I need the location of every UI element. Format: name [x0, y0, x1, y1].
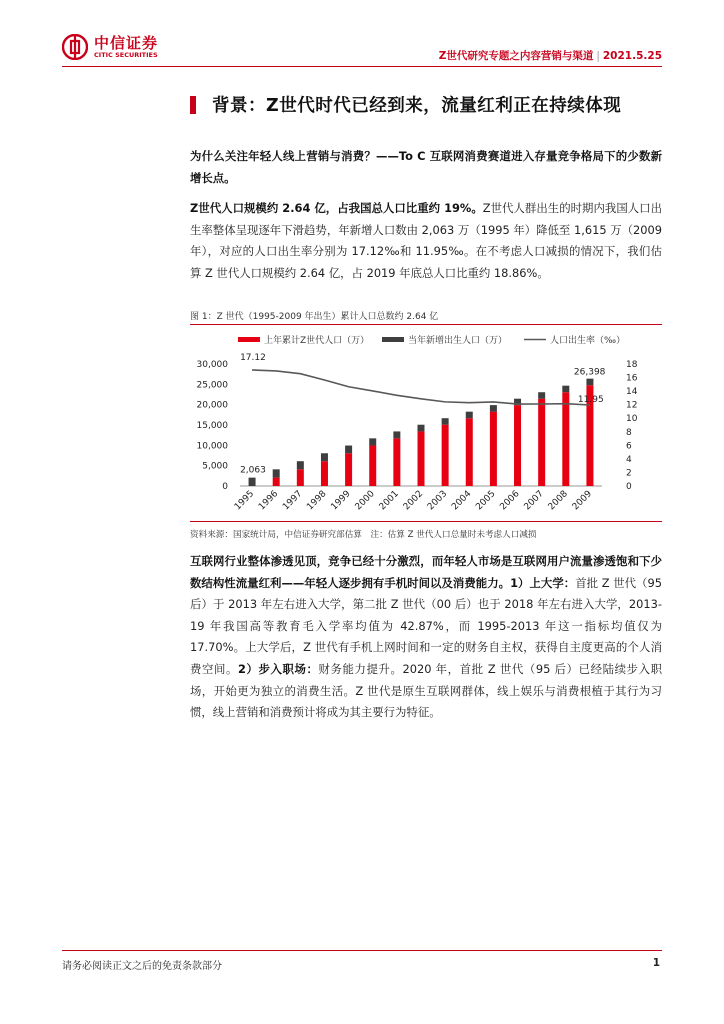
header-report-info: [439, 48, 662, 63]
x-tick-label: 2007: [522, 489, 546, 513]
bar-new-births: [418, 425, 425, 432]
legend-swatch-new-births: [382, 337, 404, 342]
bar-new-births: [249, 478, 256, 486]
paragraph-internet-bold-1: 互联网行业整体渗透见顶，竞争已经十分激烈，而年轻人市场是互联网用户流量渗透饱和下少数结构性流量红利——年轻人逐步拥有手机时间以及消费能力。1）上大学：: [190, 554, 662, 590]
paragraph-internet-bold-2: 2）步入职场：: [237, 661, 319, 676]
chart-axes: [197, 360, 638, 512]
paragraph-population-text: Z世代人群出生的时期内我国人口出生率整体呈现逐年下滑趋势，年新增人口数由 2,063 万（1995 年）降低至 1,615 万（2009 年），对应的人口出生率分别为 17.12‰和 11.95‰。在不考虑人口减损的情况下，我们估算 Z 世代人口规模约 2.64 亿，占 2019 年底总人口比重约 18.86%。: [190, 201, 662, 280]
bar-new-births: [321, 453, 328, 461]
y-left-tick-label: 5,000: [202, 461, 228, 472]
x-tick-label: 2003: [425, 489, 450, 513]
y-left-tick-label: 15,000: [196, 421, 228, 431]
x-tick-label: 2006: [498, 489, 522, 513]
bar-new-births: [393, 431, 400, 438]
y-right-tick-label: 14: [626, 387, 638, 398]
bar-new-births: [466, 412, 473, 419]
bar-cumulative: [393, 438, 400, 486]
footer-divider: [62, 950, 662, 951]
y-right-tick-label: 4: [626, 454, 632, 465]
annotation-last-total: 26,398: [573, 367, 606, 378]
x-tick-label: 2001: [377, 489, 401, 513]
bar-cumulative: [514, 405, 521, 486]
legend-label-birth-rate: 人口出生率（‰）: [550, 336, 626, 346]
y-right-tick-label: 0: [626, 482, 632, 492]
annotation-rate-start: 17.12: [240, 352, 266, 363]
bar-new-births: [345, 446, 352, 454]
x-tick-label: 2000: [353, 489, 377, 513]
heading-accent-bar: [190, 96, 196, 114]
paragraph-why: [190, 146, 662, 189]
bar-cumulative: [442, 425, 449, 486]
bar-cumulative: [369, 446, 376, 486]
logo-chinese-name: 中信证券: [94, 34, 159, 52]
figure-bottom-rule: [190, 521, 662, 522]
y-right-tick-label: 6: [626, 441, 632, 452]
company-logo: [62, 34, 158, 60]
y-left-tick-label: 30,000: [196, 360, 228, 370]
bar-cumulative: [466, 418, 473, 486]
header-separator: |: [596, 50, 600, 62]
y-right-tick-label: 18: [626, 360, 638, 370]
figure-top-rule: [190, 324, 662, 325]
paragraph-why-bold: 为什么关注年轻人线上营销与消费？——To C 互联网消费赛道进入存量竞争格局下的少数新增长点。: [190, 149, 662, 185]
figure-source-note: 资料来源：国家统计局，中信证券研究部估算 注：估算 Z 世代人口总量时未考虑人口减损: [190, 530, 537, 540]
x-tick-label: 1996: [257, 489, 281, 513]
population-chart: [190, 326, 662, 520]
bar-cumulative: [273, 478, 280, 486]
logo-english-name: CITIC SECURITIES: [94, 51, 158, 59]
report-title: Z世代研究专题之内容营销与渠道: [438, 50, 594, 62]
paragraph-population: [190, 198, 662, 284]
paragraph-population-bold: Z世代人口规模约 2.64 亿，占我国总人口比重约 19%。: [190, 201, 483, 215]
report-date: 2021.5.25: [602, 50, 662, 62]
bar-new-births: [369, 438, 376, 445]
bar-new-births: [490, 405, 497, 412]
y-right-tick-label: 16: [626, 373, 638, 384]
x-tick-label: 2008: [546, 489, 570, 513]
bar-cumulative: [418, 431, 425, 486]
y-left-tick-label: 25,000: [196, 380, 228, 391]
header-divider: [62, 66, 662, 67]
bar-cumulative: [345, 453, 352, 486]
bar-new-births: [538, 392, 545, 398]
bar-cumulative: [490, 412, 497, 486]
chart-bars: [249, 379, 594, 486]
page-number: 1: [652, 957, 660, 969]
section-heading: [190, 92, 621, 117]
figure-title: 图 1：Z 世代（1995-2009 年出生）累计人口总数约 2.64 亿: [190, 312, 439, 322]
bar-new-births: [273, 469, 280, 477]
y-left-tick-label: 20,000: [196, 400, 228, 411]
paragraph-internet-text-2: 财务能力提升。2020 年，首批 Z 世代（95 后）已经陆续步入职场，开始更为独立的消费生活。Z 世代是原生互联网群体，线上娱乐与消费根植于其行为习惯，线上营销和消费预计将成为其主要行为特征。: [190, 661, 662, 720]
bar-new-births: [586, 379, 593, 386]
y-right-tick-label: 12: [626, 400, 638, 411]
annotation-rate-end: 11.95: [577, 395, 604, 406]
bar-new-births: [297, 461, 304, 469]
bar-cumulative: [321, 461, 328, 486]
citic-logo-icon: [62, 34, 88, 60]
bar-cumulative: [538, 399, 545, 486]
bar-new-births: [442, 418, 449, 425]
x-tick-label: 2004: [450, 489, 474, 513]
paragraph-internet-text-1: 首批 Z 世代（95 后）于 2013 年左右进入大学，第二批 Z 世代（00 后）也于 2018 年左右进入大学，2013-19 年我国高等教育毛入学率均值为 42.87%，而 1995-2013 年这一指标均值仅为 17.70%。上大学后，Z 世代有手机上网时间和一定的财务自主权，获得自主度更高的个人消费空间。: [190, 575, 662, 676]
annotation-first-bar: 2,063: [240, 465, 266, 476]
x-tick-label: 1998: [305, 489, 329, 513]
y-right-tick-label: 2: [626, 468, 632, 479]
y-right-tick-label: 8: [626, 427, 632, 438]
x-tick-label: 1995: [232, 489, 257, 513]
bar-cumulative: [297, 469, 304, 486]
y-left-tick-label: 0: [222, 482, 228, 492]
legend-swatch-cumulative: [238, 337, 260, 342]
x-tick-label: 1999: [329, 489, 353, 513]
x-tick-label: 1997: [281, 489, 305, 513]
section-title: 背景：Z世代时代已经到来，流量红利正在持续体现: [212, 96, 622, 116]
chart-legend: [238, 334, 625, 346]
x-tick-label: 2005: [474, 489, 498, 513]
x-tick-label: 2002: [401, 489, 426, 513]
footer-disclaimer: 请务必阅读正文之后的免责条款部分: [62, 961, 222, 972]
bar-new-births: [562, 386, 569, 393]
bar-cumulative: [562, 392, 569, 486]
paragraph-internet: [190, 551, 662, 724]
x-tick-label: 2009: [570, 489, 595, 513]
legend-label-new-births: 当年新增出生人口（万）: [408, 336, 508, 346]
y-left-tick-label: 10,000: [196, 441, 228, 452]
y-right-tick-label: 10: [626, 414, 638, 425]
legend-label-cumulative: 上年累计Z世代人口（万）: [264, 336, 370, 346]
